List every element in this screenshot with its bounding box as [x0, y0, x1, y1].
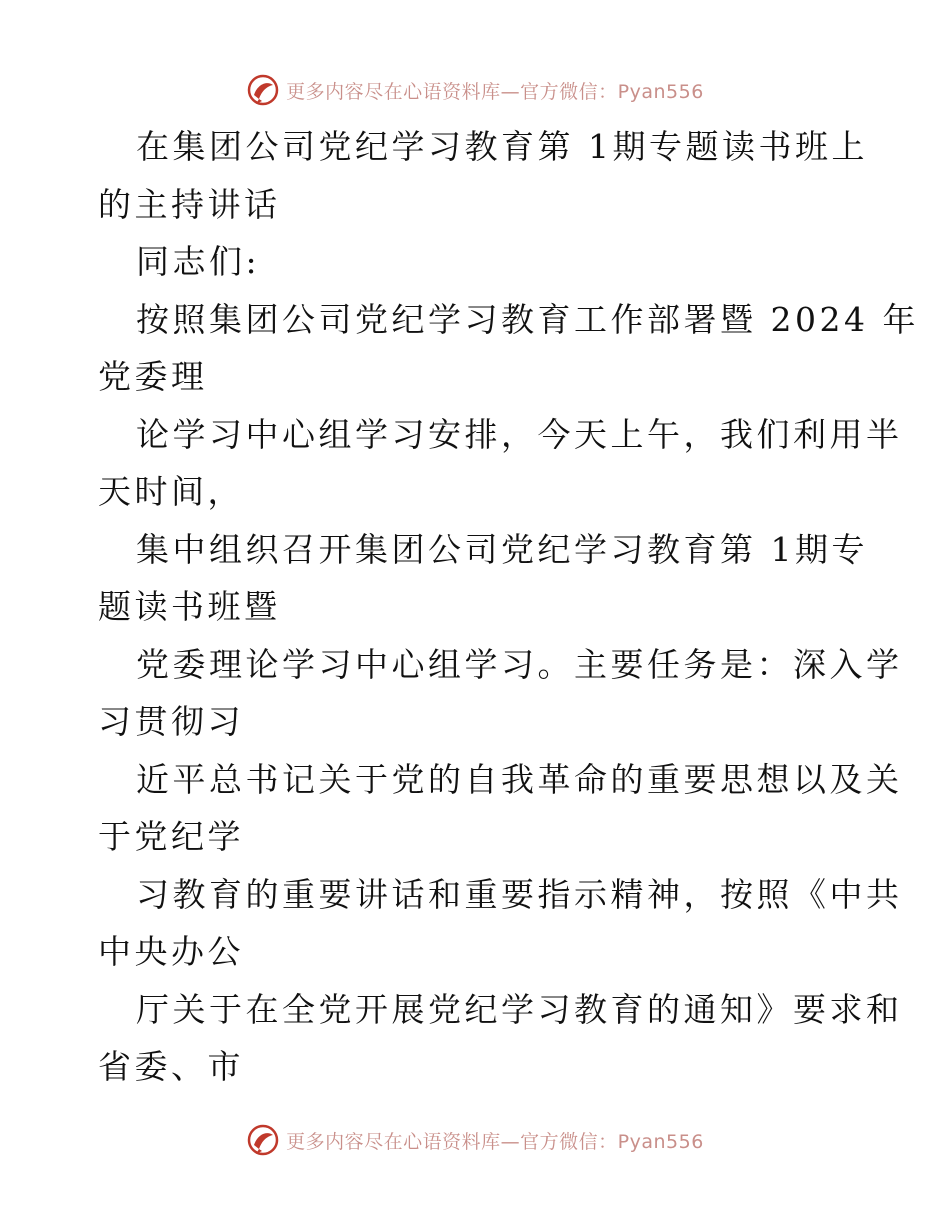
body-line: 于党纪学: [98, 817, 244, 856]
footer-watermark: [0, 1120, 950, 1160]
watermark-text: 更多内容尽在心语资料库—官方微信：Pyan556: [286, 1130, 704, 1153]
body-paragraphs: [98, 291, 919, 1096]
body-line: 近平总书记关于党的自我革命的重要思想以及关: [136, 759, 903, 799]
body-line: 党委理: [98, 357, 208, 396]
ribbon-logo-icon: [246, 1123, 280, 1157]
body-line: 题读书班暨: [98, 587, 281, 626]
watermark-text: 更多内容尽在心语资料库—官方微信：Pyan556: [286, 80, 704, 103]
body-line: 厅关于在全党开展党纪学习教育的通知》要求和: [136, 989, 903, 1029]
body-line: 党委理论学习中心组学习。主要任务是：深入学: [136, 644, 903, 684]
body-line: 集中组织召开集团公司党纪学习教育第 1期专: [136, 529, 868, 569]
body-line: 论学习中心组学习安排，今天上午，我们利用半: [136, 414, 903, 454]
salutation: 同志们:: [136, 242, 261, 281]
ribbon-logo-icon: [246, 73, 280, 107]
body-line: 中央办公: [98, 932, 244, 971]
document-body: [98, 118, 919, 1096]
header-watermark: [0, 70, 950, 110]
body-line: 省委、市: [98, 1047, 244, 1086]
title-line-1: 在集团公司党纪学习教育第 1期专题读书班上: [136, 127, 868, 166]
body-line: 习教育的重要讲话和重要指示精神，按照《中共: [136, 874, 903, 914]
body-line: 习贯彻习: [98, 702, 244, 741]
body-line: 天时间，: [98, 472, 244, 511]
body-line: 按照集团公司党纪学习教育工作部署暨 2024 年: [136, 299, 919, 339]
title-line-2: 的主持讲话: [98, 184, 281, 224]
